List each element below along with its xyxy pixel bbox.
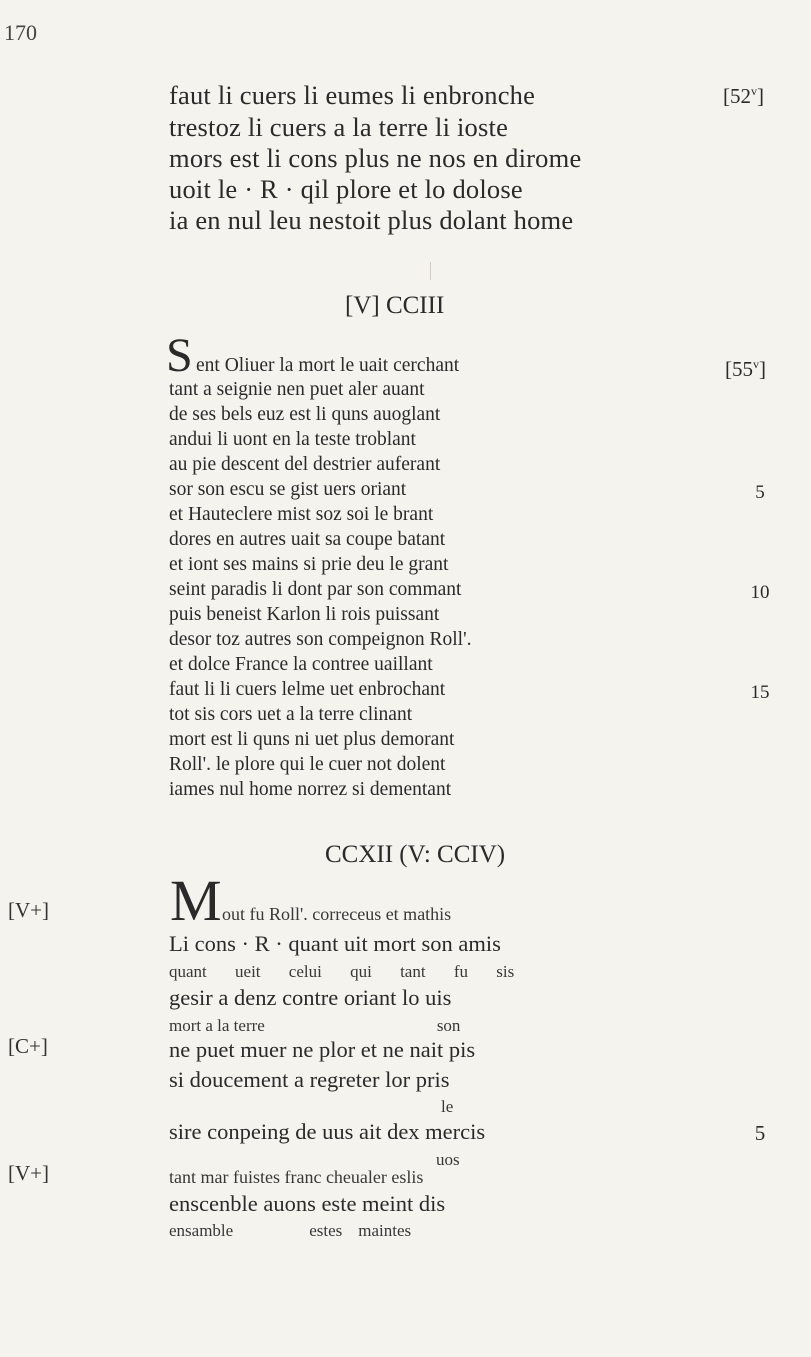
verse-line: si doucement a regreter lor pris [169,1067,450,1092]
verse-line: mors est li cons plus ne nos en dirome [169,143,582,173]
line-number: 5 [755,482,765,503]
verse-line: faut li li cuers lelme uet enbrochant [169,679,446,700]
verse-line: puis beneist Karlon li rois puissant [169,604,440,625]
verse-line: tant mar fuistes franc cheualer eslis [169,1167,424,1187]
verse-line: ne puet muer ne plor et ne nait pis [169,1037,476,1062]
verse-line: Roll'. le plore qui le cuer not dolent [169,754,446,775]
variant-line: quant ueit celui qui tant fu sis [169,962,515,981]
verse-line: sor son escu se gist uers oriant [169,479,407,500]
variant-line: uos [436,1150,460,1169]
verse-line: de ses bels euz est li quns auoglant [169,404,441,425]
line-number: 15 [750,682,770,703]
section-heading: [V] CCIII [345,292,445,319]
folio-reference: [55$^v$] [725,357,766,381]
verse-line: trestoz li cuers a la terre li ioste [169,112,509,142]
variant-line: mort a la terre son [169,1016,461,1035]
page-number: 170 [4,20,37,45]
margin-note: [V+] [8,1161,49,1185]
line-number: 10 [750,582,770,603]
verse-line: enscenble auons este meint dis [169,1191,446,1216]
verse-line: et Hauteclere mist soz soi le brant [169,504,434,525]
verse-line: ia en nul leu nestoit plus dolant home [169,205,574,235]
line-number: 5 [754,1121,766,1145]
verse-line: faut li cuers li eumes li enbronche [169,80,536,110]
verse-line: et iont ses mains si prie deu le grant [169,554,449,575]
verse-line: desor toz autres son compeignon Roll'. [169,629,472,650]
verse-line: tot sis cors uet a la terre clinant [169,704,413,725]
variant-line: le [441,1097,454,1116]
verse-line: out fu Roll'. correceus et mathis [222,904,452,924]
margin-note: [C+] [8,1034,48,1058]
verse-line: iames nul home norrez si dementant [169,779,452,800]
verse-line: andui li uont en la teste troblant [169,429,416,450]
verse-line: seint paradis li dont par son commant [169,579,462,600]
verse-line: mort est li quns ni uet plus demorant [169,729,455,750]
variant-line: ensamble estes maintes [169,1221,412,1240]
drop-capital: M [170,868,222,933]
verse-line: Li cons · R · quant uit mort son amis [169,931,501,956]
verse-line: uoit le · R · qil plore et lo dolose [169,174,523,204]
drop-capital: S [166,329,193,382]
verse-line: tant a seignie nen puet aler auant [169,379,425,400]
divider-mark [430,262,431,280]
margin-note: [V+] [8,898,49,922]
verse-line: sire conpeing de uus ait dex mercis [169,1119,486,1144]
verse-line: et dolce France la contree uaillant [169,654,433,675]
verse-line: gesir a denz contre oriant lo uis [169,985,452,1010]
section-heading: CCXII (V: CCIV) [325,841,506,868]
folio-reference: [52$^v$] [723,84,764,108]
verse-line: dores en autres uait sa coupe batant [169,529,446,550]
verse-line: au pie descent del destrier auferant [169,454,441,475]
verse-line: ent Oliuer la mort le uait cerchant [196,355,460,376]
